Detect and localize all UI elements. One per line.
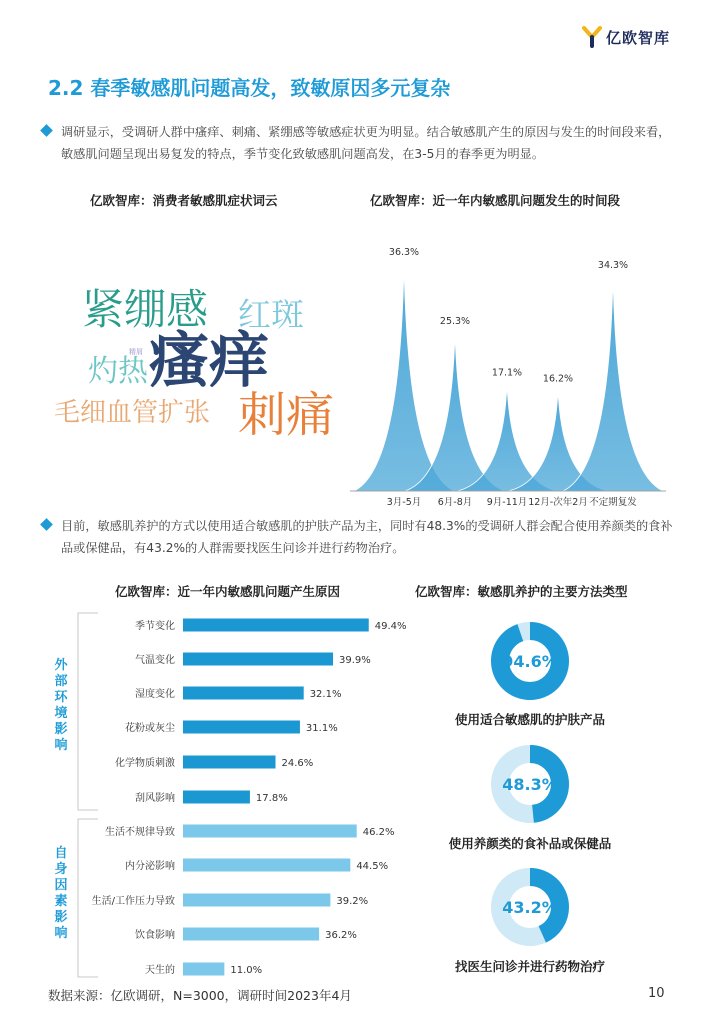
paragraph-1-text: 调研显示，受调研人群中瘙痒、刺痛、紧绷感等敏感症状更为明显。结合敏感肌产生的原因与发生的时间段来看，敏感肌问题呈现出易复发的特点，季节变化致敏感肌问题高发，在3-5月的春季更为明显。 — [61, 125, 671, 161]
bar-mark — [183, 859, 350, 872]
bar-value-label: 36.2% — [325, 930, 357, 941]
bar-category-label: 内分泌影响 — [125, 861, 175, 872]
section-title: 2.2 春季敏感肌问题高发，致敏原因多元复杂 — [48, 76, 451, 100]
page-number: 10 — [648, 986, 665, 1001]
peak-mark — [563, 276, 663, 491]
bar-mark — [183, 619, 369, 632]
bar-mark — [183, 756, 275, 769]
paragraph-2-text: 目前，敏感肌养护的方式以使用适合敏感肌的护肤产品为主，同时有48.3%的受调研人群会配合使用养颜类的食补品或保健品，有43.2%的人群需要找医生问诊并进行药物治疗。 — [61, 519, 673, 555]
brand-name: 亿欧智库 — [606, 28, 671, 47]
word-cloud-title: 亿欧智库：消费者敏感肌症状词云 — [90, 193, 278, 208]
bullet-diamond-icon — [40, 518, 53, 531]
word-cloud-word: 毛细血管扩张 — [54, 398, 211, 428]
group-bracket — [78, 613, 98, 810]
bullet-diamond-icon — [40, 124, 53, 137]
bar-category-label: 生活不规律导致 — [105, 827, 175, 838]
donut-section-title: 亿欧智库：敏感肌养护的主要方法类型 — [415, 584, 628, 599]
peak-category-label: 3月-5月 — [386, 497, 422, 508]
bar-value-label: 49.4% — [374, 621, 407, 632]
bar-mark — [183, 928, 319, 941]
bar-category-label: 湿度变化 — [135, 689, 175, 700]
bar-category-label: 生活/工作压力导致 — [91, 896, 175, 907]
bar-mark — [183, 963, 224, 976]
donut-caption-2: 使用养颜类的食补品或保健品 — [448, 836, 612, 851]
bar-category-label: 刮风影响 — [135, 793, 175, 804]
donut-charts — [420, 605, 640, 975]
bar-mark — [183, 894, 330, 907]
paragraph-1 — [38, 121, 678, 165]
word-cloud-word: 紧绷感 — [82, 285, 209, 334]
donut-caption-3: 找医生问诊并进行药物治疗 — [454, 959, 605, 974]
peak-value-label: 25.3% — [439, 316, 471, 328]
bar-category-label: 天生的 — [145, 965, 175, 976]
bar-mark — [183, 721, 300, 734]
group-label: 自身因素影响 — [54, 846, 68, 941]
bar-value-label: 24.6% — [281, 758, 314, 769]
peak-category-label: 9月-11月 — [486, 497, 528, 508]
word-cloud-word: 瘙痒 — [149, 326, 269, 396]
word-cloud-word: 刺痛 — [238, 387, 335, 443]
peak-value-label: 16.2% — [542, 373, 574, 385]
peak-category-label: 12月-次年2月 — [528, 497, 588, 508]
bar-category-label: 饮食影响 — [135, 930, 175, 941]
peak-category-label: 6月-8月 — [437, 497, 473, 508]
data-source: 数据来源：亿欧调研，N=3000，调研时间2023年4月 — [48, 988, 352, 1003]
bar-value-label: 32.1% — [309, 689, 342, 700]
bar-chart — [40, 605, 430, 985]
bar-value-label: 39.9% — [339, 655, 371, 666]
bar-category-label: 花粉或灰尘 — [125, 723, 175, 734]
word-cloud-word: 精屑 — [129, 348, 143, 356]
bar-value-label: 17.8% — [255, 793, 288, 804]
bar-value-label: 11.0% — [230, 965, 263, 976]
peak-value-label: 34.3% — [597, 259, 629, 271]
bar-mark — [183, 791, 250, 804]
bar-category-label: 气温变化 — [135, 655, 175, 666]
bar-chart-title: 亿欧智库：近一年内敏感肌问题产生原因 — [115, 584, 341, 599]
peak-value-label: 36.3% — [388, 247, 420, 259]
donut-value-label: 94.6% — [502, 652, 558, 671]
bar-mark — [183, 825, 357, 838]
peak-chart-title: 亿欧智库：近一年内敏感肌问题发生的时间段 — [370, 193, 621, 208]
bar-category-label: 化学物质刺激 — [115, 758, 175, 769]
donut-value-label: 43.2% — [502, 898, 558, 917]
donut-value-label: 48.3% — [502, 775, 558, 794]
bar-value-label: 46.2% — [362, 827, 395, 838]
peak-category-label: 不定期复发 — [589, 497, 637, 508]
bar-mark — [183, 687, 304, 700]
brand-logo — [582, 24, 692, 50]
peak-chart — [340, 215, 690, 515]
group-label: 外部环境影响 — [54, 658, 68, 753]
brand-logo-icon — [582, 26, 602, 48]
bar-value-label: 31.1% — [305, 723, 338, 734]
bar-mark — [183, 653, 333, 666]
bar-category-label: 季节变化 — [135, 621, 175, 632]
peak-value-label: 17.1% — [491, 367, 523, 379]
donut-caption-1: 使用适合敏感肌的护肤产品 — [454, 712, 605, 727]
word-cloud-word: 灼热 — [88, 354, 148, 389]
paragraph-2 — [38, 515, 678, 559]
bar-value-label: 39.2% — [336, 896, 369, 907]
bar-value-label: 44.5% — [356, 861, 389, 872]
word-cloud-word: 红斑 — [238, 295, 304, 334]
